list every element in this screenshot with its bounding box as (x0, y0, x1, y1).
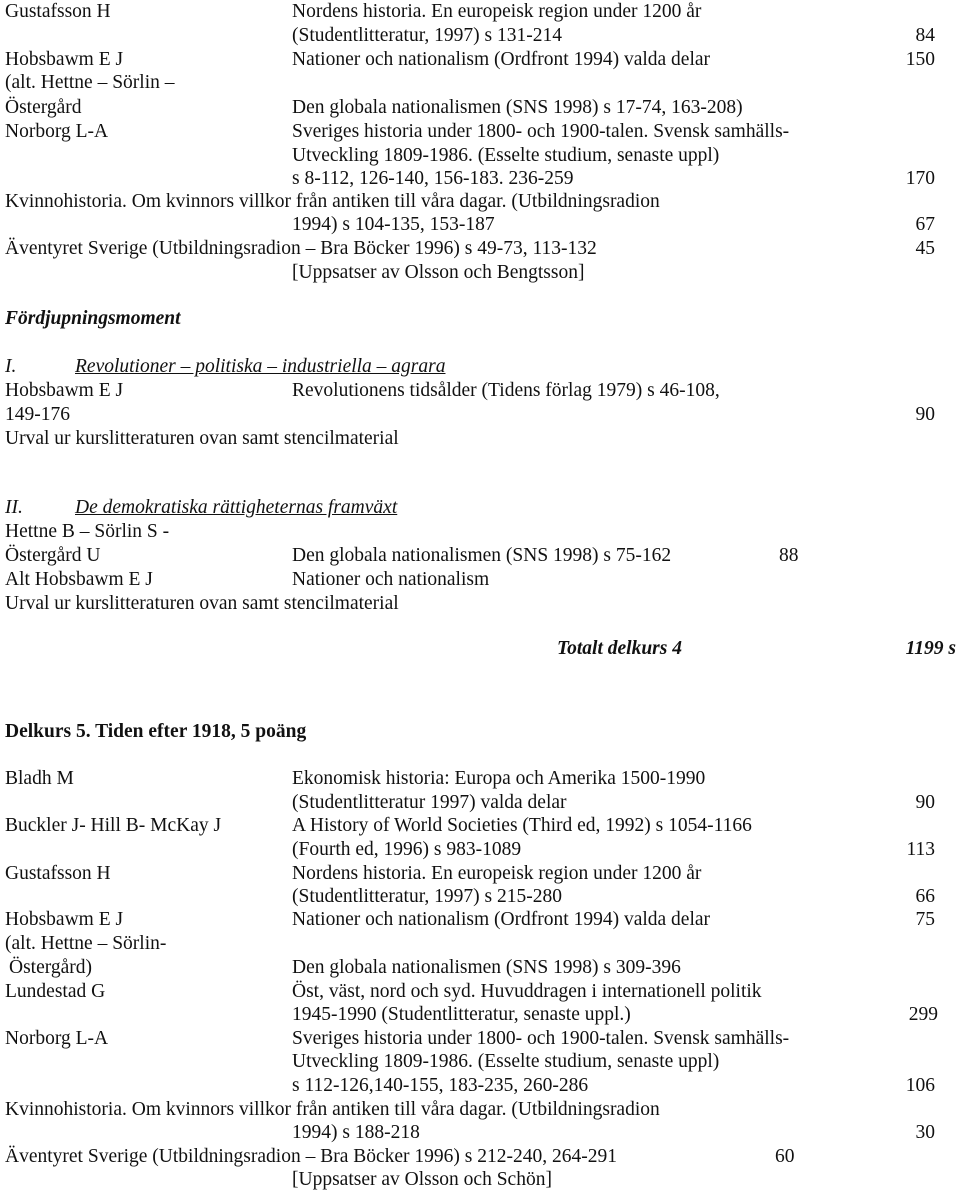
section-heading: Delkurs 5. Tiden efter 1918, 5 poäng (5, 721, 307, 742)
reading-author: Hobsbawm E J (5, 909, 124, 930)
reading-pages: 67 (915, 214, 935, 235)
reading-pages: 45 (915, 238, 935, 259)
reading-title: Sveriges historia under 1800- och 1900-talen. Svensk samhälls- (292, 1028, 790, 1049)
reading-entry: Kvinnohistoria. Om kvinnors villkor från antiken till våra dagar. (Utbildningsradion (5, 1099, 660, 1120)
reading-title: Nordens historia. En europeisk region under 1200 år (292, 1, 702, 22)
reading-pages: 30 (915, 1122, 935, 1143)
section-heading: Fördjupningsmoment (5, 308, 181, 329)
reading-pages: 75 (915, 909, 935, 930)
reading-title: (Studentlitteratur 1997) valda delar (292, 792, 567, 813)
reading-title: Utveckling 1809-1986. (Esselte studium, senaste uppl) (292, 1051, 720, 1072)
reading-title: 149-176 (5, 404, 70, 425)
reading-title: Utveckling 1809-1986. (Esselte studium, senaste uppl) (292, 145, 720, 166)
reading-author: Alt Hobsbawm E J (5, 569, 153, 590)
reading-title: Revolutionens tidsålder (Tidens förlag 1979) s 46-108, (292, 380, 720, 401)
reading-author: Norborg L-A (5, 1028, 109, 1049)
reading-title: Den globala nationalismen (SNS 1998) s 309-396 (292, 957, 681, 978)
reading-author: Östergård (5, 97, 82, 118)
reading-author: Buckler J- Hill B- McKay J (5, 815, 222, 836)
reading-pages: 90 (915, 792, 935, 813)
reading-title: Nordens historia. En europeisk region under 1200 år (292, 863, 702, 884)
reading-title: s 8-112, 126-140, 156-183. 236-259 (292, 168, 574, 189)
reading-author: Östergård) (9, 957, 93, 978)
reading-pages: 88 (779, 545, 799, 566)
part-heading: De demokratiska rättigheternas framväxt (75, 497, 398, 518)
reading-title: Den globala nationalismen (SNS 1998) s 17-74, 163-208) (292, 97, 743, 118)
reading-pages: 150 (905, 49, 935, 70)
reading-pages: 106 (905, 1075, 935, 1096)
reading-pages: 299 (908, 1004, 938, 1025)
reading-author: Lundestad G (5, 981, 106, 1002)
reading-author: (alt. Hettne – Sörlin- (5, 933, 167, 954)
reading-note: [Uppsatser av Olsson och Schön] (292, 1169, 552, 1190)
reading-author: Hobsbawm E J (5, 380, 124, 401)
part-heading: Revolutioner – politiska – industriella – agrara (75, 356, 446, 377)
part-number: I. (5, 356, 17, 377)
part-number: II. (5, 497, 23, 518)
reading-entry: 1994) s 188-218 (292, 1122, 420, 1143)
reading-title: A History of World Societies (Third ed, 1992) s 1054-1166 (292, 815, 752, 836)
reading-pages: 84 (915, 25, 935, 46)
reading-author: Östergård U (5, 545, 101, 566)
reading-pages: 170 (905, 168, 935, 189)
reading-title: (Studentlitteratur, 1997) s 131-214 (292, 25, 563, 46)
reading-title: Den globala nationalismen (SNS 1998) s 75-162 (292, 545, 672, 566)
reading-pages: 90 (915, 404, 935, 425)
reading-title: Nationer och nationalism (Ordfront 1994) valda delar (292, 909, 711, 930)
reading-title: s 112-126,140-155, 183-235, 260-286 (292, 1075, 589, 1096)
reading-entry: Äventyret Sverige (Utbildningsradion – Bra Böcker 1996) s 49-73, 113-132 (5, 238, 597, 259)
reading-pages: 60 (775, 1146, 795, 1167)
reading-entry: Kvinnohistoria. Om kvinnors villkor från antiken till våra dagar. (Utbildningsradion (5, 191, 660, 212)
reading-note: Urval ur kurslitteraturen ovan samt stencilmaterial (5, 428, 399, 449)
reading-note: [Uppsatser av Olsson och Bengtsson] (292, 262, 585, 283)
reading-title: (Fourth ed, 1996) s 983-1089 (292, 839, 522, 860)
reading-title: Nationer och nationalism (292, 569, 490, 590)
reading-entry: 1994) s 104-135, 153-187 (292, 214, 495, 235)
reading-author: Bladh M (5, 768, 74, 789)
total-label: Totalt delkurs 4 (557, 638, 682, 659)
total-value: 1199 s (905, 638, 956, 659)
reading-author: Gustafsson H (5, 1, 111, 22)
reading-title: Ekonomisk historia: Europa och Amerika 1500-1990 (292, 768, 706, 789)
reading-entry: Äventyret Sverige (Utbildningsradion – Bra Böcker 1996) s 212-240, 264-291 (5, 1146, 617, 1167)
reading-title: Nationer och nationalism (Ordfront 1994) valda delar (292, 49, 711, 70)
reading-note: Urval ur kurslitteraturen ovan samt stencilmaterial (5, 593, 399, 614)
reading-title: 1945-1990 (Studentlitteratur, senaste uppl.) (292, 1004, 631, 1025)
reading-author: Norborg L-A (5, 121, 109, 142)
reading-pages: 66 (915, 886, 935, 907)
reading-pages: 113 (906, 839, 935, 860)
reading-author: Hettne B – Sörlin S - (5, 521, 170, 542)
reading-author: Hobsbawm E J (5, 49, 124, 70)
reading-title: Öst, väst, nord och syd. Huvuddragen i internationell politik (292, 981, 762, 1002)
reading-title: (Studentlitteratur, 1997) s 215-280 (292, 886, 563, 907)
reading-author: (alt. Hettne – Sörlin – (5, 72, 175, 93)
reading-title: Sveriges historia under 1800- och 1900-talen. Svensk samhälls- (292, 121, 790, 142)
reading-author: Gustafsson H (5, 863, 111, 884)
